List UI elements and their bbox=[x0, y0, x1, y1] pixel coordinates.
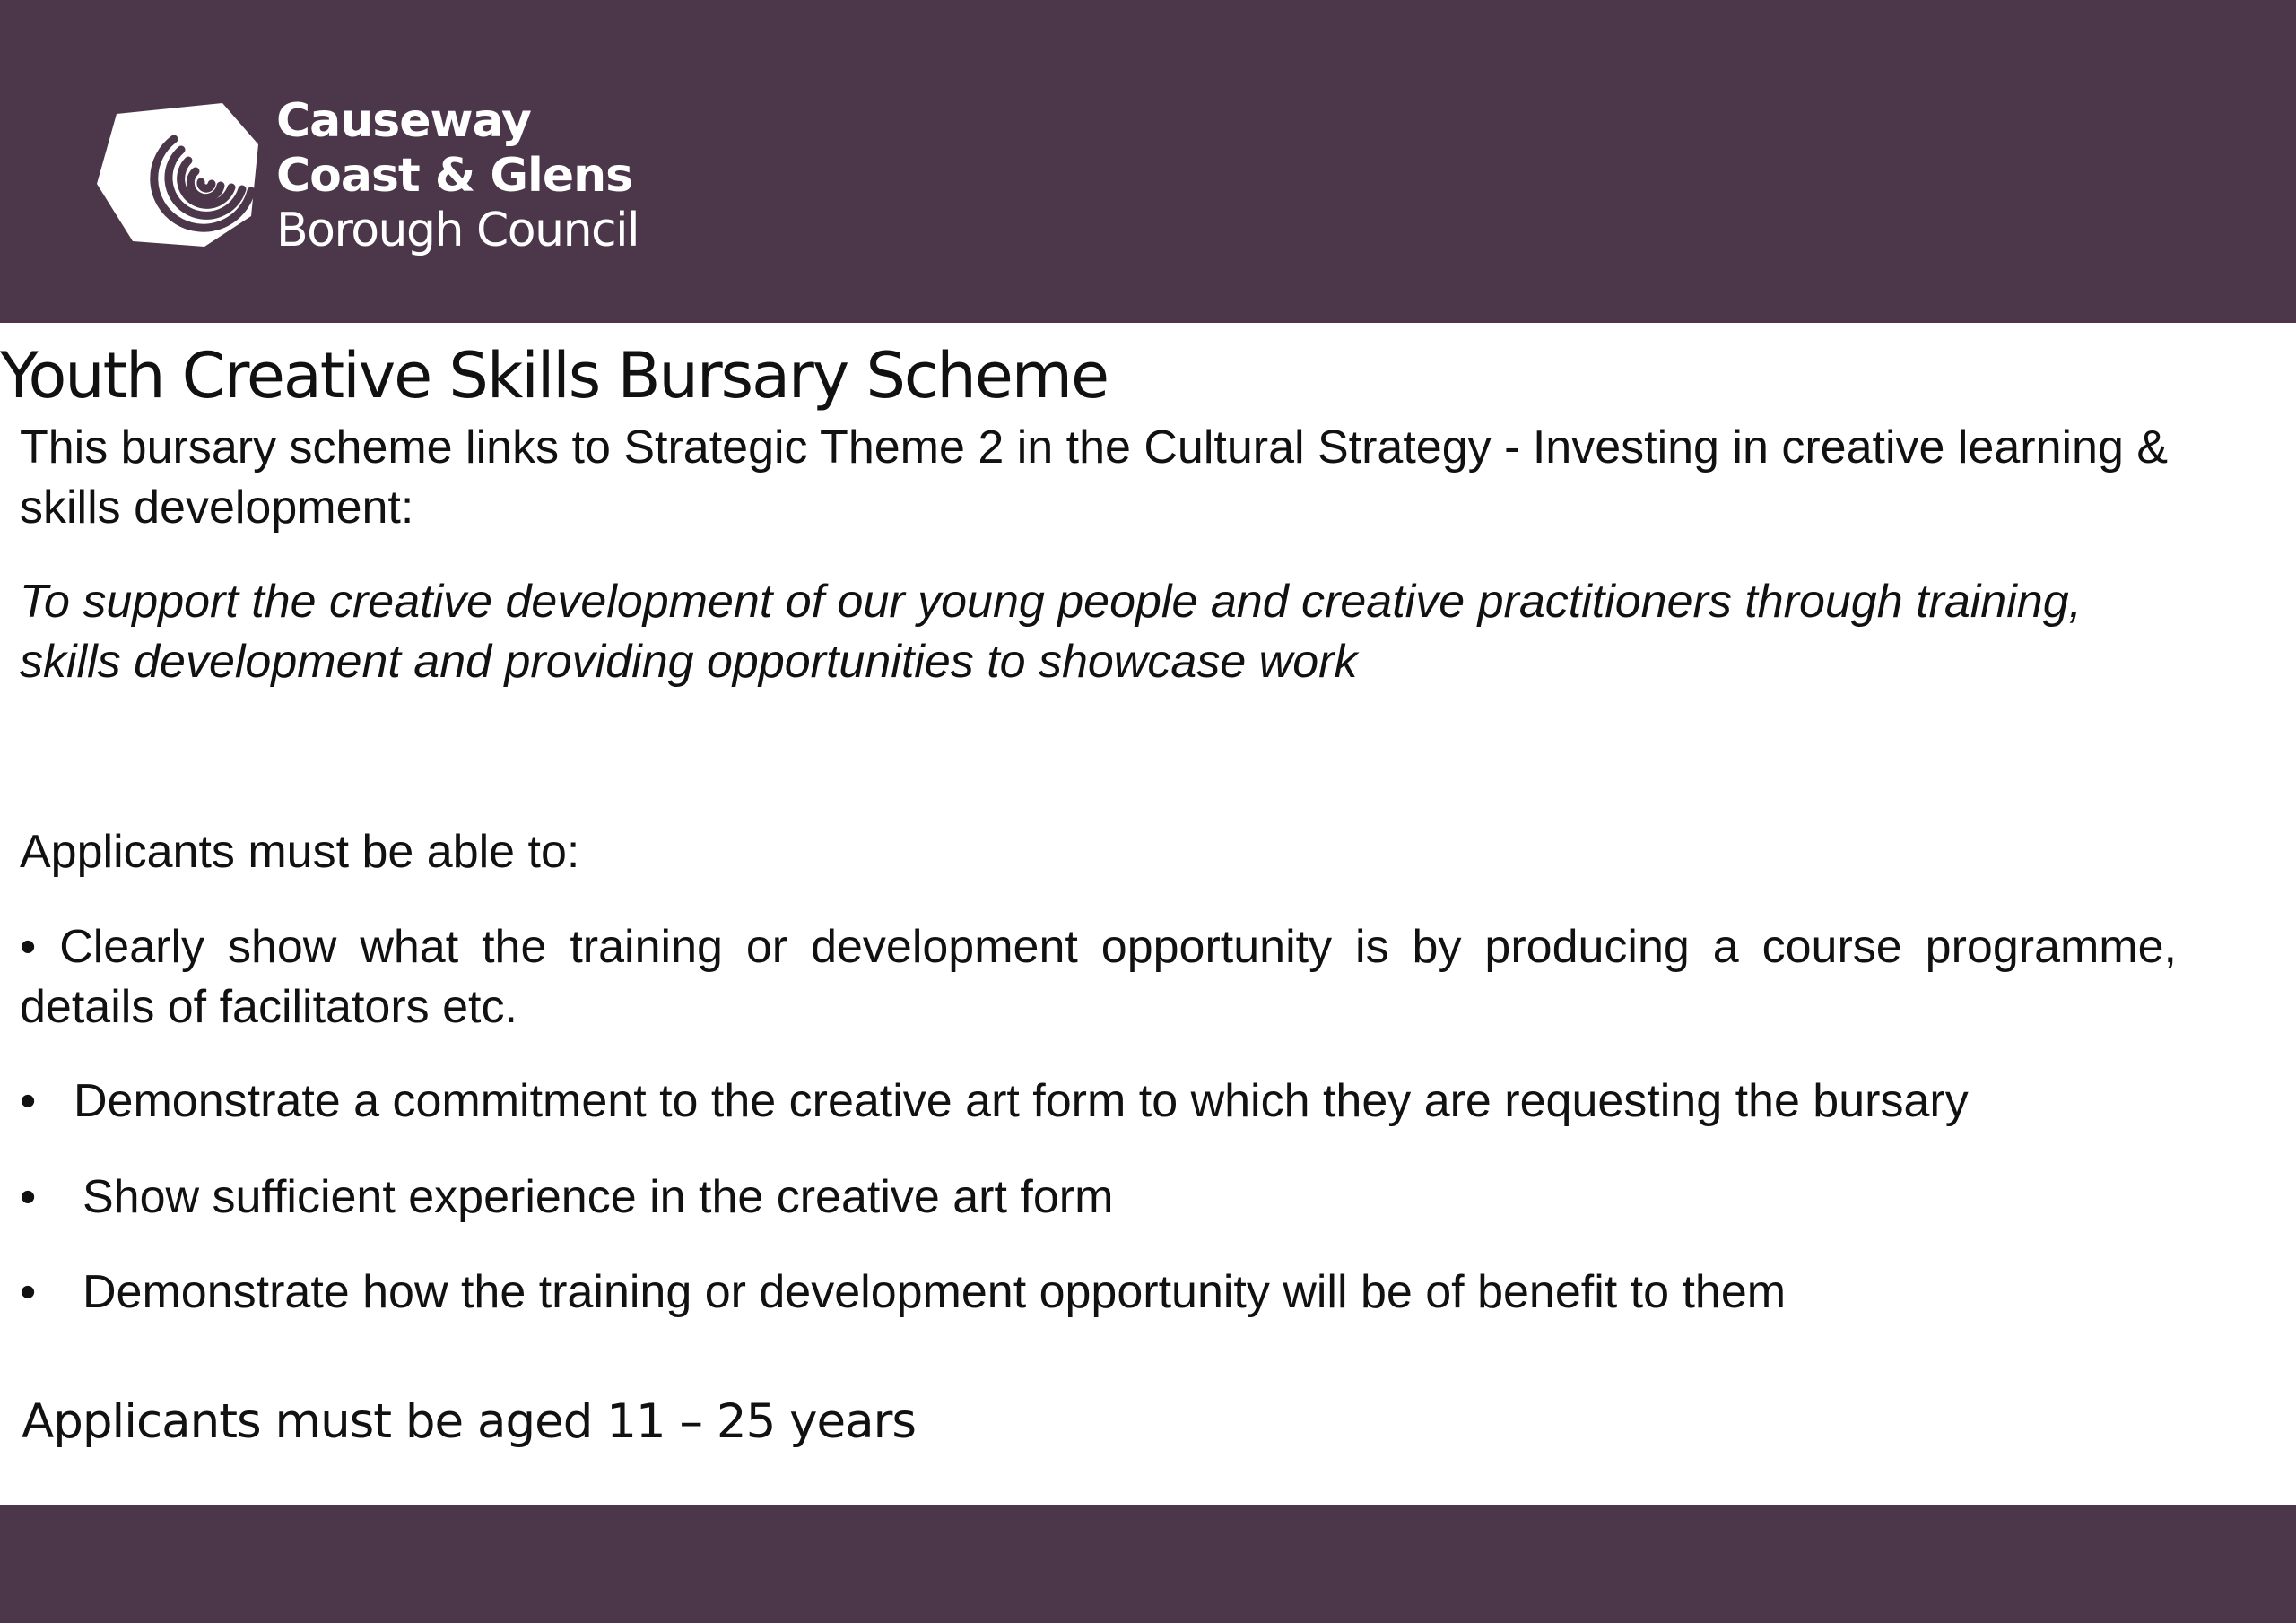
spiral-logo-icon bbox=[97, 98, 258, 250]
requirement-text: Demonstrate how the training or development opportunity will be of benefit to them bbox=[83, 1266, 1787, 1318]
brand-line-borough-council: Borough Council bbox=[276, 204, 639, 257]
council-logo bbox=[97, 94, 653, 265]
requirement-item bbox=[20, 1263, 2177, 1323]
bullet-marker: • bbox=[20, 1171, 37, 1223]
age-requirement: Applicants must be aged 11 – 25 years bbox=[22, 1394, 916, 1449]
header-band bbox=[0, 0, 2296, 323]
requirement-text: Show sufficient experience in the creative art form bbox=[83, 1171, 1114, 1223]
bullet-marker: • bbox=[20, 921, 37, 973]
brand-line-coast-glens: Coast & Glens bbox=[276, 149, 633, 203]
document-title: Youth Creative Skills Bursary Scheme bbox=[0, 339, 1109, 412]
requirement-item bbox=[20, 1167, 2177, 1228]
bullet-marker: • bbox=[20, 1266, 37, 1318]
requirements-heading: Applicants must be able to: bbox=[20, 826, 580, 878]
brand-line-causeway: Causeway bbox=[276, 94, 531, 148]
footer-band bbox=[0, 1505, 2296, 1623]
requirement-text: Demonstrate a commitment to the creative art form to which they are requesting the bursary bbox=[74, 1075, 1969, 1127]
objective-statement: To support the creative development of our young people and creative practitioners through training, skills development and providing opportunities to showcase work bbox=[20, 576, 2083, 688]
requirement-item bbox=[20, 917, 2177, 1037]
requirement-text: Clearly show what the training or development opportunity is by producing a course programme, details of facilitators etc. bbox=[20, 921, 2177, 1033]
intro-paragraph: This bursary scheme links to Strategic Theme 2 in the Cultural Strategy - Investing in creative learning & skills development: bbox=[20, 421, 2169, 534]
requirement-item bbox=[20, 1072, 2177, 1132]
bullet-marker: • bbox=[20, 1075, 37, 1127]
council-wordmark bbox=[276, 94, 639, 258]
